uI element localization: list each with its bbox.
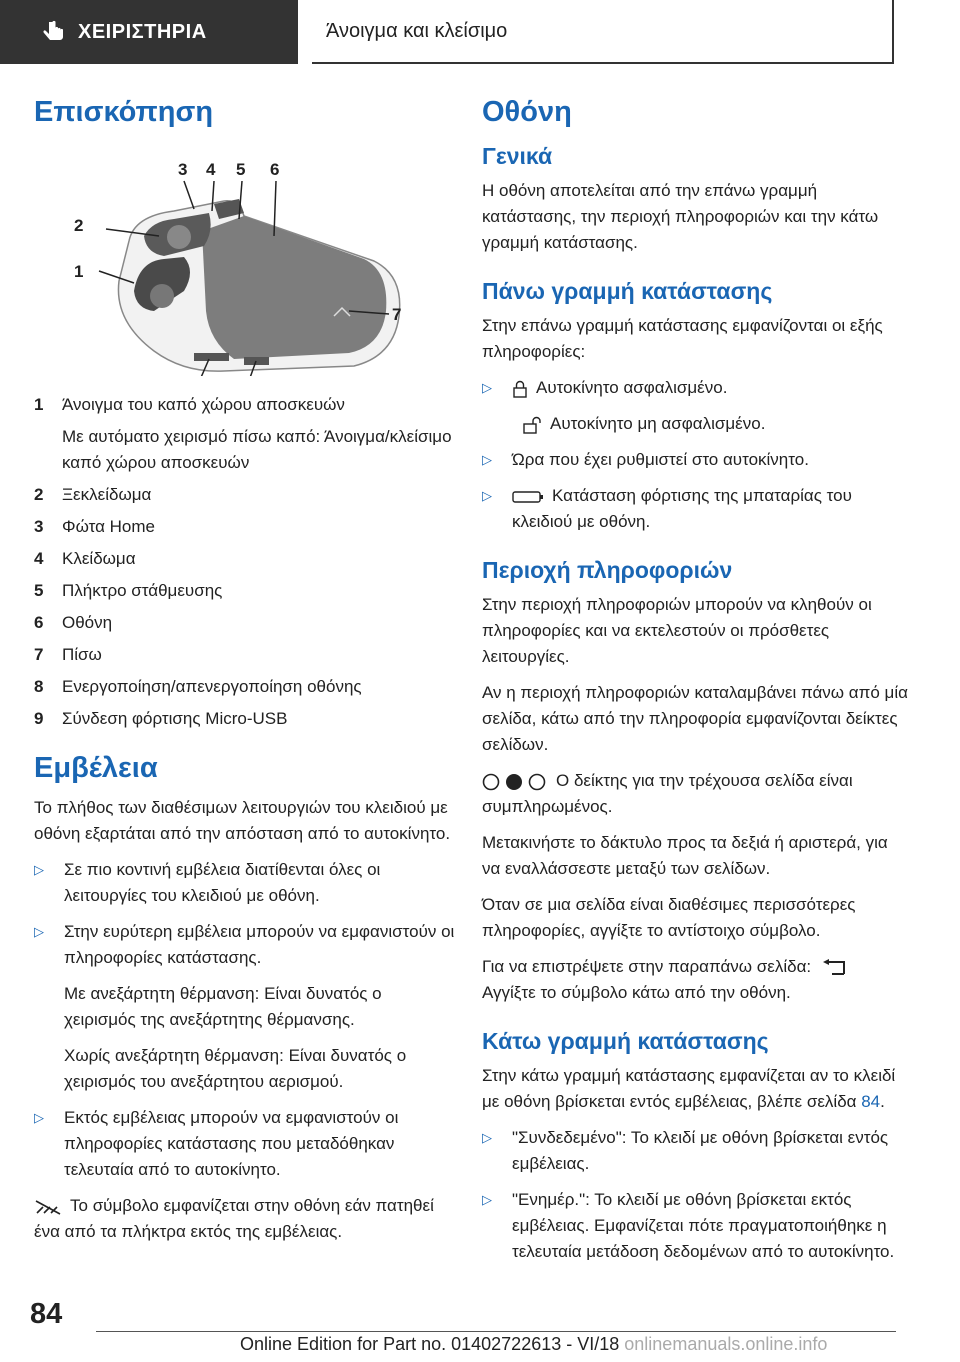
top-bar-bullets xyxy=(482,375,908,401)
callout-1: 1 xyxy=(74,262,84,281)
page-dots-icon xyxy=(482,773,548,791)
bottom-bar-bullets xyxy=(482,1125,908,1265)
page-indicator-paragraph: Ο δείκτης για την τρέχουσα σελίδα είναι συμπληρωμένος. xyxy=(482,771,853,816)
legend-item: 5 Πλήκτρο στάθμευσης xyxy=(34,581,223,600)
triangle-bullet-icon: ▷ xyxy=(482,380,492,395)
list-item: ▷ Ώρα που έχει ρυθμιστεί στο αυτοκίνητο. xyxy=(482,447,908,473)
left-column xyxy=(34,96,458,1255)
watermark: onlinemanuals.online.info xyxy=(624,1334,828,1354)
info-paragraph: Όταν σε μια σελίδα είναι διαθέσιμες περισσότερες πληροφορίες, αγγίξτε το αντίστοιχο σύμβολο. xyxy=(482,895,856,940)
triangle-bullet-icon: ▷ xyxy=(34,862,44,877)
range-subnote: Με ανεξάρτητη θέρμανση: Είναι δυνατός ο χειρισμός της ανεξάρτητης θέρμανσης. xyxy=(64,984,382,1029)
range-subnote: Χωρίς ανεξάρτητη θέρμανση: Είναι δυνατός ο χειρισμός του ανεξάρτητου αερισμού. xyxy=(64,1046,407,1091)
triangle-bullet-icon: ▷ xyxy=(482,488,492,503)
general-title: Γενικά xyxy=(482,143,553,169)
callout-6: 6 xyxy=(270,160,280,179)
overview-title: Επισκόπηση xyxy=(34,96,214,128)
callout-7: 7 xyxy=(392,305,402,324)
top-bar-intro: Στην επάνω γραμμή κατάστασης εμφανίζονται οι εξής πληροφορίες: xyxy=(482,316,883,361)
callout-3: 3 xyxy=(178,160,188,179)
callout-4: 4 xyxy=(206,160,216,179)
list-item: ▷ Αυτοκίνητο ασφαλισμένο. xyxy=(482,375,908,401)
triangle-bullet-icon: ▷ xyxy=(34,924,44,939)
legend-item: 3 Φώτα Home xyxy=(34,517,155,536)
no-signal-icon xyxy=(34,1199,62,1215)
manual-section-label: ΧΕΙΡΙΣΤΗΡΙΑ xyxy=(78,20,207,43)
right-column xyxy=(482,96,908,1275)
list-item: ▷ "Ενημέρ.": Το κλειδί με οθόνη βρίσκεται εκτός εμβέλειας. Εμφανίζεται πότε πραγματοποιήθηκε η τελευταία μετάδοση δεδομένων από το αυτοκίνητο. xyxy=(482,1187,908,1265)
list-item: ▷ Εκτός εμβέλειας μπορούν να εμφανιστούν οι πληροφορίες κατάστασης που μεταδόθηκαν τελευταία από το αυτοκίνητο. xyxy=(34,1105,458,1183)
triangle-bullet-icon: ▷ xyxy=(482,452,492,467)
range-title: Εμβέλεια xyxy=(34,752,158,784)
callout-5: 5 xyxy=(236,160,246,179)
bottom-bar-intro: Στην κάτω γραμμή κατάστασης εμφανίζεται αν το κλειδί με οθόνη βρίσκεται εντός εμβέλειας, βλέπε σελίδα 84. xyxy=(482,1066,896,1111)
info-paragraph: Αν η περιοχή πληροφοριών καταλαμβάνει πάνω από μία σελίδα, κάτω από την πληροφορία εμφανίζονται δείκτες σελίδων. xyxy=(482,683,908,754)
display-title: Οθόνη xyxy=(482,96,572,128)
out-of-range-note: Το σύμβολο εμφανίζεται στην οθόνη εάν πατηθεί ένα από τα πλήκτρα εκτός της εμβέλειας. xyxy=(34,1196,434,1241)
chapter-label: Άνοιγμα και κλείσιμο xyxy=(326,19,508,42)
range-intro: Το πλήθος των διαθέσιμων λειτουργιών του κλειδιού με οθόνη εξαρτάται από την απόσταση από το αυτοκίνητο. xyxy=(34,798,451,843)
info-paragraph: Μετακινήστε το δάκτυλο προς τα δεξιά ή αριστερά, για να εναλλάσσεστε μεταξύ των σελίδων. xyxy=(482,833,888,878)
display-key-illustration xyxy=(34,141,458,376)
legend-item: 7 Πίσω xyxy=(34,645,102,664)
top-bar-bullets-2 xyxy=(482,447,908,535)
range-bullets-2 xyxy=(34,1105,458,1183)
top-bar-title: Πάνω γραμμή κατάστασης xyxy=(482,278,773,304)
info-paragraph: Στην περιοχή πληροφοριών μπορούν να κληθούν οι πληροφορίες και να εκτελεστούν οι πρόσθετες λειτουργίες. xyxy=(482,595,872,666)
list-item: ▷ "Συνδεδεμένο": Το κλειδί με οθόνη βρίσκεται εντός εμβέλειας. xyxy=(482,1125,908,1177)
legend-item: 8 Ενεργοποίηση/απενεργοποίηση οθόνης xyxy=(34,677,362,696)
bottom-bar-title: Κάτω γραμμή κατάστασης xyxy=(482,1028,769,1054)
triangle-bullet-icon: ▷ xyxy=(482,1130,492,1145)
page-header xyxy=(0,0,960,66)
general-text: Η οθόνη αποτελείται από την επάνω γραμμή κατάστασης, την περιοχή πληροφοριών και την κάτω γραμμή κατάστασης. xyxy=(482,181,879,252)
list-item: ▷ Κατάσταση φόρτισης της μπαταρίας του κλειδιού με οθόνη. xyxy=(482,483,908,535)
footer-edition: Online Edition for Part no. 01402722613 - VI/18 onlinemanuals.online.info xyxy=(240,1334,828,1354)
back-paragraph: Για να επιστρέψετε στην παραπάνω σελίδα: Αγγίξτε το σύμβολο κάτω από την οθόνη. xyxy=(482,954,908,1006)
footer-divider xyxy=(96,1331,896,1332)
back-arrow-icon xyxy=(822,959,848,977)
lock-open-icon xyxy=(522,416,542,434)
legend-item: 4 Κλείδωμα xyxy=(34,549,136,568)
key-figure xyxy=(34,141,458,376)
unlocked-row: Αυτοκίνητο μη ασφαλισμένο. xyxy=(522,411,908,437)
lock-closed-icon xyxy=(512,380,528,398)
triangle-bullet-icon: ▷ xyxy=(482,1192,492,1207)
legend-subtext: Με αυτόματο χειρισμό πίσω καπό: Άνοιγμα/κλείσιμο καπό χώρου αποσκευών xyxy=(62,427,452,472)
chapter-tab[interactable] xyxy=(312,0,894,64)
list-item: ▷ Στην ευρύτερη εμβέλεια μπορούν να εμφανιστούν οι πληροφορίες κατάστασης. xyxy=(34,919,458,971)
triangle-bullet-icon: ▷ xyxy=(34,1110,44,1125)
legend-item: 1 Άνοιγμα του καπό χώρου αποσκευών xyxy=(34,395,345,414)
legend-item: 9 Σύνδεση φόρτισης Micro-USB xyxy=(34,709,288,728)
info-area-title: Περιοχή πληροφοριών xyxy=(482,557,733,583)
page-number: 84 xyxy=(30,1298,63,1330)
legend-item: 6 Οθόνη xyxy=(34,613,113,632)
callout-2: 2 xyxy=(74,216,84,235)
manual-section-tab[interactable] xyxy=(0,0,298,64)
legend-item: 2 Ξεκλείδωμα xyxy=(34,485,152,504)
page-reference-link[interactable]: 84 xyxy=(861,1092,881,1111)
list-item: ▷ Σε πιο κοντινή εμβέλεια διατίθενται όλες οι λειτουργίες του κλειδιού με οθόνη. xyxy=(34,857,458,909)
figure-legend xyxy=(34,392,458,732)
battery-icon xyxy=(512,490,544,504)
range-bullets xyxy=(34,857,458,971)
hand-pointer-icon xyxy=(40,19,66,45)
